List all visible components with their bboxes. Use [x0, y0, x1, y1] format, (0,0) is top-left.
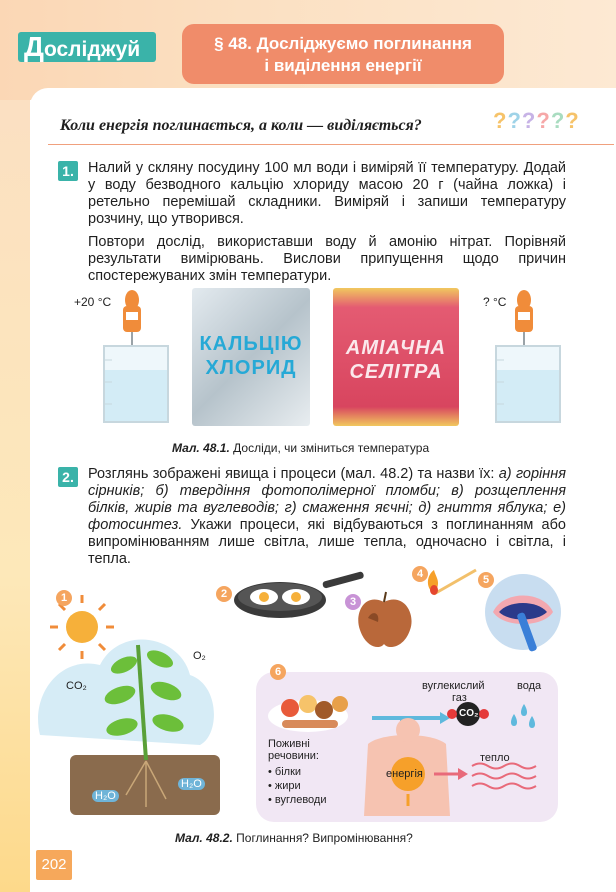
- marker-4: 4: [412, 566, 428, 582]
- bag2-line2: СЕЛІТРА: [349, 361, 443, 383]
- label-co2-molecule: CO₂: [459, 708, 479, 719]
- page-number: 202: [36, 850, 72, 880]
- task2-paragraph: [88, 466, 566, 568]
- temperature-right: ? °C: [483, 295, 507, 309]
- task-number-1: 1.: [58, 161, 78, 181]
- section-title-line2: і виділення енергії: [264, 56, 422, 75]
- figure2-caption-label: Мал. 48.2.: [175, 831, 233, 845]
- figure1-caption: [172, 441, 429, 455]
- beaker-right: [488, 288, 568, 428]
- nutrients-title-line2: речовини:: [268, 750, 319, 762]
- temperature-left: +20 °C: [74, 295, 112, 309]
- task2-items: а) горіння сірників; б) твердіння фотополімерної пломби; в) розщеплення білків, жирів та вуглеводів; г) смаження яєчні; д) гниття яблука; е) фотосинтез.: [88, 466, 566, 533]
- label-water: вода: [517, 680, 542, 692]
- section-title: [182, 24, 504, 84]
- dental-filling-illustration: [483, 572, 563, 658]
- section-title-line1: § 48. Досліджуємо поглинання: [214, 34, 472, 53]
- nutrient-carbohydrates: • вуглеводи: [268, 794, 327, 806]
- marker-5: 5: [478, 572, 494, 588]
- label-heat: тепло: [480, 752, 510, 764]
- label-gas-line1: вуглекислий: [422, 680, 485, 692]
- marker-6: 6: [270, 664, 286, 680]
- beaker-left: [96, 288, 176, 428]
- rotten-apple-illustration: [354, 588, 414, 652]
- figure2-caption: [175, 831, 413, 845]
- ammonium-nitrate-bag: [333, 288, 459, 426]
- marker-2: 2: [216, 586, 232, 602]
- bag1-line1: КАЛЬЦІЮ: [199, 333, 303, 355]
- figure2-caption-text: Поглинання? Випромінювання?: [236, 831, 413, 845]
- task1-paragraph2: Повтори дослід, використавши воду й амонію нітрат. Порівняй результати вимірювань. Вислови припущення щодо причин спостережуваних змін температури.: [88, 234, 566, 284]
- label-h2o-1: H₂O: [92, 790, 119, 802]
- label-co2-left: CO₂: [66, 680, 87, 692]
- task1-paragraph1: Налий у скляну посудину 100 мл води і виміряй її температуру. Додай у воду безводного кальцію хлориду масою 20 г (чайна ложка) і ретельно перемішай складники. Виміряй і запиши температуру розчину, що утворився.: [88, 160, 566, 227]
- task2-intro: Розглянь зображені явища і процеси (мал. 48.2) та назви їх:: [88, 466, 499, 482]
- question-marks-decoration: ??????: [493, 108, 580, 133]
- task-number-2: 2.: [58, 467, 78, 487]
- label-o2: O₂: [193, 650, 206, 662]
- label-energy: енергія: [386, 768, 423, 780]
- frying-pan-illustration: [228, 566, 368, 622]
- left-margin-strip: [0, 100, 30, 892]
- figure1-caption-text: Досліди, чи зміниться температура: [233, 441, 430, 455]
- question-divider: [48, 144, 614, 145]
- nutrients-title-line1: Поживні: [268, 738, 310, 750]
- bag1-line2: ХЛОРИД: [205, 357, 297, 379]
- marker-3: 3: [345, 594, 361, 610]
- section-badge: [18, 32, 156, 62]
- badge-first-letter: Д: [24, 31, 44, 62]
- calcium-chloride-bag: [192, 288, 310, 426]
- label-h2o-2: H₂O: [178, 778, 205, 790]
- nutrient-fats: • жири: [268, 780, 301, 792]
- label-gas-line2: газ: [452, 692, 467, 704]
- burning-match-illustration: [420, 564, 480, 604]
- lead-question: Коли енергія поглинається, а коли — виділяється?: [60, 117, 422, 134]
- badge-rest: осліджуй: [43, 38, 141, 61]
- nutrient-proteins: • білки: [268, 766, 302, 778]
- figure1-caption-label: Мал. 48.1.: [172, 441, 230, 455]
- marker-1: 1: [56, 590, 72, 606]
- bag2-line1: АМІАЧНА: [345, 337, 447, 359]
- task2-outro: Укажи процеси, які відбуваються з поглинанням або випромінюванням лише світла, лише тепла, одночасно і світла, і тепла.: [88, 517, 566, 567]
